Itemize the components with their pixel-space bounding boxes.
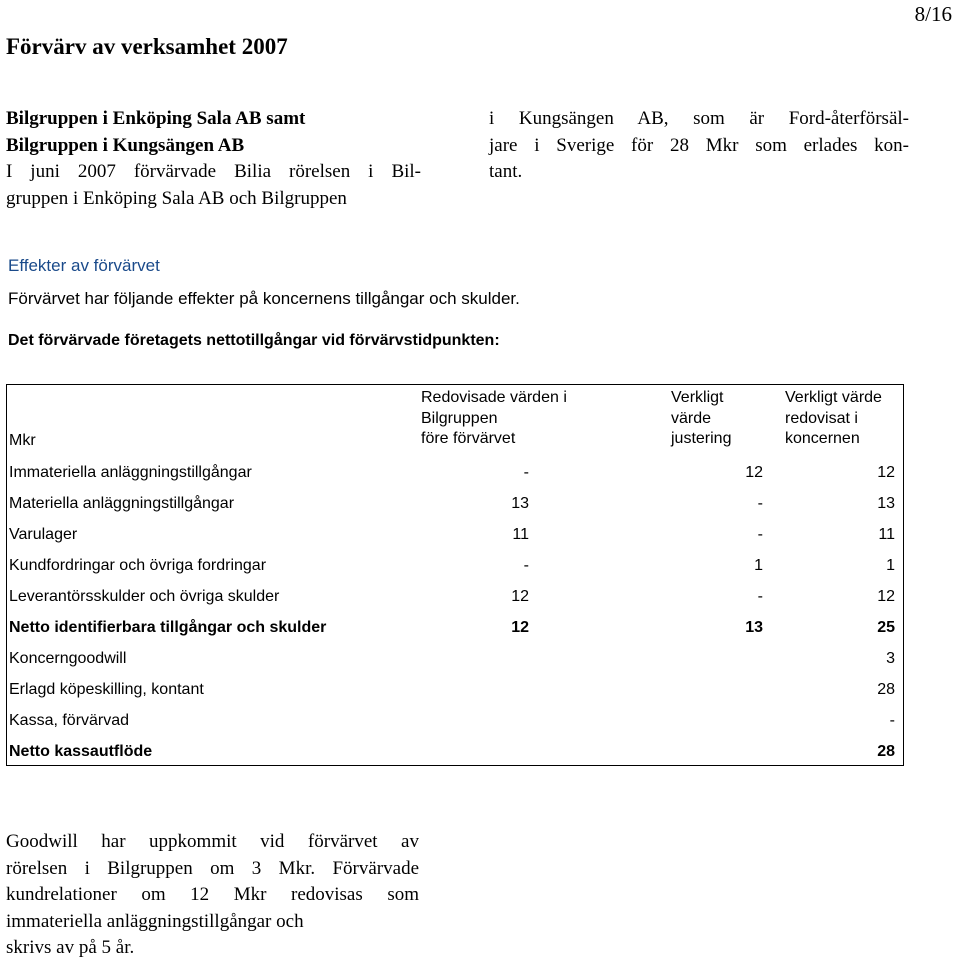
row-label: Leverantörsskulder och övriga skulder [9, 588, 280, 605]
right-body-line: i Kungsängen AB, som är Ford-återförsäl- [489, 108, 909, 129]
header-col1-line: före förvärvet [421, 430, 516, 447]
row-value-before: - [523, 464, 529, 481]
table-row [7, 489, 903, 520]
right-body-line: tant. [489, 161, 523, 182]
row-value-group: 28 [877, 681, 895, 698]
footer-line: kundrelationer om 12 Mkr redovisas som [6, 884, 419, 905]
row-value-before: 12 [511, 588, 529, 605]
header-mkr: Mkr [9, 432, 36, 449]
row-value-adjustment: 1 [754, 557, 763, 574]
row-value-before: 13 [511, 495, 529, 512]
row-value-group: 25 [877, 619, 895, 636]
right-body-line: jare i Sverige för 28 Mkr som erlades kon- [489, 134, 909, 156]
table-row-total [7, 737, 903, 768]
row-value-group: 12 [877, 464, 895, 481]
page-number: 8/16 [914, 2, 952, 26]
row-value-adjustment: 12 [745, 464, 763, 481]
footer-line: Goodwill har uppkommit vid förvärvet av [6, 831, 419, 852]
table-row [7, 706, 903, 737]
left-column [6, 106, 421, 212]
row-value-adjustment: - [757, 495, 763, 512]
left-body-line: gruppen i Enköping Sala AB och Bilgruppen [6, 187, 347, 209]
header-col3 [785, 388, 882, 450]
table-row [7, 675, 903, 706]
row-label: Immateriella anläggningstillgångar [9, 464, 252, 481]
page-title: Förvärv av verksamhet 2007 [6, 34, 288, 59]
row-value-group: - [889, 712, 895, 729]
row-label: Materiella anläggningstillgångar [9, 495, 235, 512]
table-row-total [7, 613, 903, 644]
row-value-before: 11 [512, 526, 529, 543]
intro-text: Förvärvet har följande effekter på koncernens tillgångar och skulder. [8, 289, 520, 308]
header-col3-line: redovisat i [785, 409, 858, 427]
section-heading: Effekter av förvärvet [8, 256, 160, 275]
table-row [7, 458, 903, 489]
row-label: Kundfordringar och övriga fordringar [9, 557, 267, 574]
row-value-group: 28 [877, 743, 895, 760]
header-col2-line: Verkligt [671, 389, 724, 406]
row-value-group: 3 [886, 650, 895, 667]
footer-line: rörelsen i Bilgruppen om 3 Mkr. Förvärvade [6, 857, 419, 879]
header-col2-line: justering [671, 430, 732, 447]
row-label: Netto identifierbara tillgångar och skulder [9, 619, 327, 636]
left-heading-line: Bilgruppen i Kungsängen AB [6, 134, 245, 156]
table-heading: Det förvärvade företagets nettotillgångar vid förvärvstidpunkten: [8, 332, 500, 349]
table-row [7, 644, 903, 675]
header-col1 [421, 388, 567, 450]
footer-line: immateriella anläggningstillgångar och [6, 910, 304, 932]
row-value-group: 11 [878, 526, 895, 543]
row-label: Netto kassautflöde [9, 743, 153, 760]
header-col2-line: värde [671, 409, 712, 427]
row-value-adjustment: 13 [745, 619, 763, 636]
row-label: Erlagd köpeskilling, kontant [9, 681, 204, 698]
left-body-line: I juni 2007 förvärvade Bilia rörelsen i Bil- [6, 161, 421, 182]
row-label: Koncerngoodwill [9, 650, 127, 667]
header-col3-line: Verkligt värde [785, 389, 882, 406]
table-row [7, 582, 903, 613]
header-col1-line: Redovisade värden i [421, 389, 567, 406]
table-row [7, 551, 903, 582]
header-col3-line: koncernen [785, 430, 860, 447]
header-col1-line: Bilgruppen [421, 409, 498, 427]
header-col2 [671, 388, 731, 450]
footer-line: skrivs av på 5 år. [6, 937, 135, 958]
left-heading-line: Bilgruppen i Enköping Sala AB samt [6, 108, 306, 129]
row-value-group: 12 [877, 588, 895, 605]
row-label: Varulager [9, 526, 78, 543]
row-value-group: 1 [886, 557, 895, 574]
row-value-adjustment: - [757, 526, 763, 543]
row-label: Kassa, förvärvad [9, 712, 130, 729]
row-value-group: 13 [877, 495, 895, 512]
row-value-before: - [523, 557, 529, 574]
acquisition-table [6, 384, 904, 766]
footer-paragraph [6, 829, 419, 962]
row-value-before: 12 [511, 619, 529, 636]
table-row [7, 520, 903, 551]
row-value-adjustment: - [757, 588, 763, 605]
right-column [489, 106, 909, 186]
